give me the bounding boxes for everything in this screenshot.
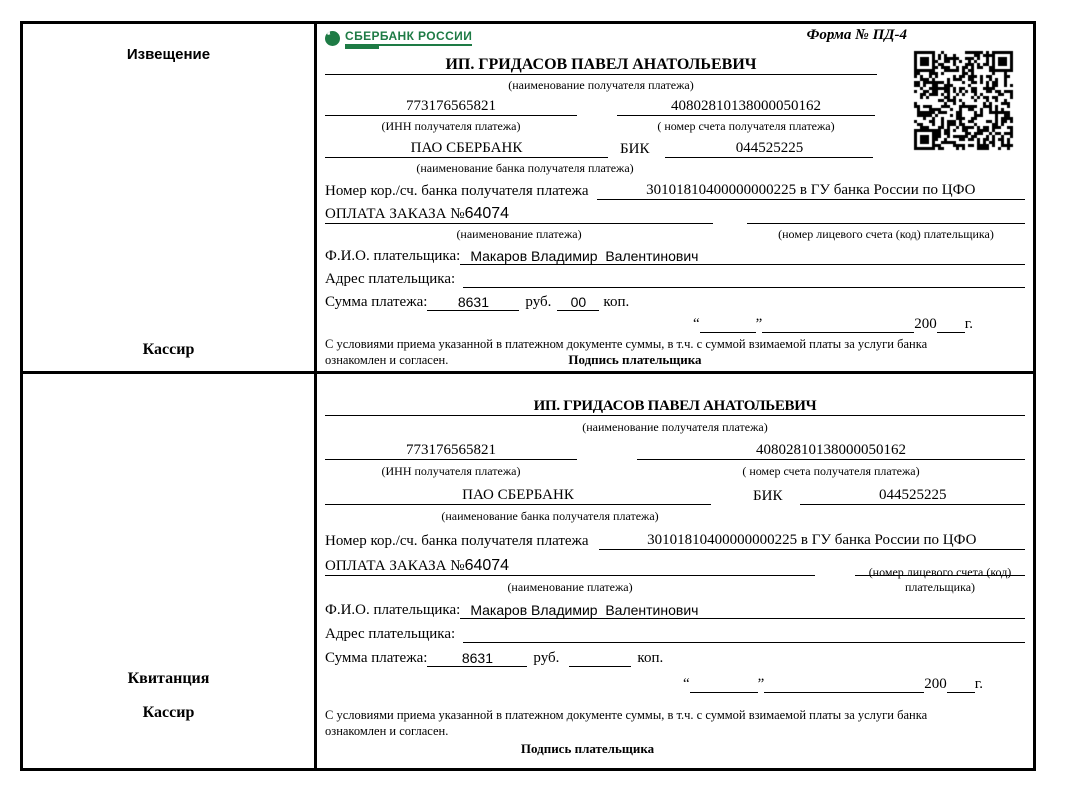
payment-name-prefix: ОПЛАТА ЗАКАЗА № bbox=[325, 558, 465, 574]
terms-block bbox=[325, 336, 1025, 369]
date-month-blank bbox=[764, 692, 924, 693]
date-row bbox=[325, 311, 973, 333]
bank-hint: (наименование банка получателя платежа) bbox=[416, 161, 634, 175]
terms-line2: ознакомлен и согласен. bbox=[325, 724, 449, 738]
sberbank-logo-text: СБЕРБАНК РОССИИ bbox=[345, 29, 472, 46]
payment-name-hint: (наименование платежа) bbox=[507, 580, 633, 594]
payer-address-row bbox=[325, 619, 1025, 643]
quote-open: “ bbox=[682, 676, 690, 692]
year-suffix: г. bbox=[974, 676, 983, 692]
bik-value: 044525225 bbox=[800, 487, 1025, 505]
amount-row bbox=[325, 643, 1025, 667]
date-month-blank bbox=[762, 332, 914, 333]
bank-name: ПАО СБЕРБАНК bbox=[325, 140, 608, 158]
corr-account-row bbox=[325, 176, 1025, 200]
payer-address-label: Адрес плательщика: bbox=[325, 626, 456, 642]
kop-label: коп. bbox=[637, 650, 664, 666]
recipient-name: ИП. ГРИДАСОВ ПАВЕЛ АНАТОЛЬЕВИЧ bbox=[325, 56, 877, 75]
amount-label: Сумма платежа: bbox=[325, 294, 428, 310]
payment-name-row bbox=[325, 200, 1025, 224]
bik-label: БИК bbox=[753, 488, 783, 504]
payer-address-value bbox=[463, 626, 1025, 643]
recipient-hint: (наименование получателя платежа) bbox=[508, 78, 694, 92]
payment-name bbox=[325, 205, 713, 224]
payer-address-row bbox=[325, 265, 1025, 288]
header-row bbox=[325, 27, 1025, 51]
corr-account-value: 30101810400000000225 в ГУ банка России по ЦФО bbox=[599, 532, 1025, 550]
receipt-main bbox=[317, 374, 1033, 768]
payer-address-label: Адрес плательщика: bbox=[325, 271, 456, 287]
amount-rub-value: 8631 bbox=[427, 294, 519, 311]
account-hint: ( номер счета получателя платежа) bbox=[657, 119, 835, 133]
payer-name-label: Ф.И.О. плательщика: bbox=[325, 248, 461, 264]
date-day-blank bbox=[700, 332, 756, 333]
corr-account-value: 30101810400000000225 в ГУ банка России по ЦФО bbox=[597, 182, 1025, 200]
signature-label: Подпись плательщика bbox=[520, 741, 655, 756]
corr-account-row bbox=[325, 524, 1025, 550]
amount-kop-value: 00 bbox=[557, 294, 599, 311]
notice-side-column bbox=[23, 24, 317, 371]
payment-name-prefix: ОПЛАТА ЗАКАЗА № bbox=[325, 206, 465, 222]
payment-hints-row bbox=[325, 224, 1025, 242]
inn-hint: (ИНН получателя платежа) bbox=[381, 464, 521, 478]
recipient-hint: (наименование получателя платежа) bbox=[582, 420, 768, 434]
order-number: 64074 bbox=[464, 557, 510, 574]
terms-block bbox=[325, 707, 1025, 758]
year-prefix: 200 bbox=[924, 676, 947, 692]
recipient-hint-row bbox=[325, 416, 1025, 435]
date-year-blank bbox=[947, 692, 975, 693]
personal-account-hint: (номер лицевого счета (код) плательщика) bbox=[778, 227, 994, 241]
kop-label: коп. bbox=[603, 294, 630, 310]
sberbank-logo-subtext bbox=[345, 46, 379, 49]
payment-form-pd4 bbox=[20, 21, 1036, 771]
personal-account-blank bbox=[747, 205, 1025, 224]
payer-name-value: Макаров Владимир Валентинович bbox=[460, 602, 1025, 619]
year-prefix: 200 bbox=[914, 316, 937, 332]
rub-label: руб. bbox=[525, 294, 552, 310]
account-value: 40802810138000050162 bbox=[637, 442, 1025, 460]
amount-row bbox=[325, 288, 1025, 311]
bik-value: 044525225 bbox=[665, 140, 873, 158]
personal-account-hint: (номер лицевого счета (код) плательщика) bbox=[868, 565, 1012, 594]
date-day-blank bbox=[690, 692, 758, 693]
receipt-side-column bbox=[23, 374, 317, 768]
receipt-label: Квитанция bbox=[127, 670, 210, 687]
payer-name-row bbox=[325, 242, 1025, 265]
terms-line1: С условиями приема указанной в платежном документе суммы, в т.ч. с суммой взимаемой платы за услуги банка bbox=[325, 708, 928, 722]
amount-label: Сумма платежа: bbox=[325, 650, 428, 666]
order-number: 64074 bbox=[464, 205, 510, 222]
year-suffix: г. bbox=[964, 316, 973, 332]
qr-code bbox=[913, 50, 1015, 152]
terms-line2: ознакомлен и согласен. bbox=[325, 353, 449, 367]
signature-label: Подпись плательщика bbox=[568, 352, 702, 367]
payment-name bbox=[325, 557, 815, 576]
recipient-name: ИП. ГРИДАСОВ ПАВЕЛ АНАТОЛЬЕВИЧ bbox=[325, 398, 1025, 416]
payer-name-value: Макаров Владимир Валентинович bbox=[460, 248, 1025, 265]
payment-name-hint: (наименование платежа) bbox=[456, 227, 582, 241]
recipient-title-row bbox=[325, 386, 1025, 416]
terms-line1: С условиями приема указанной в платежном документе суммы, в т.ч. с суммой взимаемой платы за услуги банка bbox=[325, 337, 928, 351]
bank-hint-row bbox=[325, 158, 1025, 176]
bank-row bbox=[325, 479, 1025, 505]
quote-close: ” bbox=[757, 676, 765, 692]
quote-open: “ bbox=[692, 316, 700, 332]
payer-address-value bbox=[463, 271, 1025, 288]
sberbank-logo-icon bbox=[325, 31, 340, 46]
bank-name: ПАО СБЕРБАНК bbox=[325, 487, 711, 505]
inn-value: 773176565821 bbox=[325, 442, 577, 460]
form-number: Форма № ПД-4 bbox=[806, 27, 907, 43]
bank-hint: (наименование банка получателя платежа) bbox=[441, 509, 659, 523]
account-value: 40802810138000050162 bbox=[617, 98, 875, 116]
cashier-label: Кассир bbox=[142, 704, 195, 721]
account-hint: ( номер счета получателя платежа) bbox=[742, 464, 920, 478]
bik-label: БИК bbox=[620, 141, 650, 157]
notice-section bbox=[23, 24, 1033, 371]
payer-name-label: Ф.И.О. плательщика: bbox=[325, 602, 461, 618]
inn-account-hints bbox=[325, 460, 1025, 479]
receipt-section bbox=[23, 371, 1033, 768]
date-row bbox=[325, 671, 983, 693]
notice-label: Извещение bbox=[126, 46, 211, 63]
date-year-blank bbox=[937, 332, 965, 333]
rub-label: руб. bbox=[533, 650, 560, 666]
sberbank-logo bbox=[325, 27, 472, 49]
amount-rub-value: 8631 bbox=[427, 650, 527, 667]
corr-account-label: Номер кор./сч. банка получателя платежа bbox=[325, 183, 589, 199]
inn-account-row bbox=[325, 435, 1025, 460]
corr-account-label: Номер кор./сч. банка получателя платежа bbox=[325, 533, 589, 549]
notice-main bbox=[317, 24, 1033, 371]
inn-value: 773176565821 bbox=[325, 98, 577, 116]
payer-name-row bbox=[325, 595, 1025, 619]
inn-hint: (ИНН получателя платежа) bbox=[381, 119, 521, 133]
amount-kop-value bbox=[569, 650, 631, 667]
bank-hint-row bbox=[325, 505, 1025, 524]
cashier-label: Кассир bbox=[142, 341, 195, 358]
quote-close: ” bbox=[755, 316, 763, 332]
